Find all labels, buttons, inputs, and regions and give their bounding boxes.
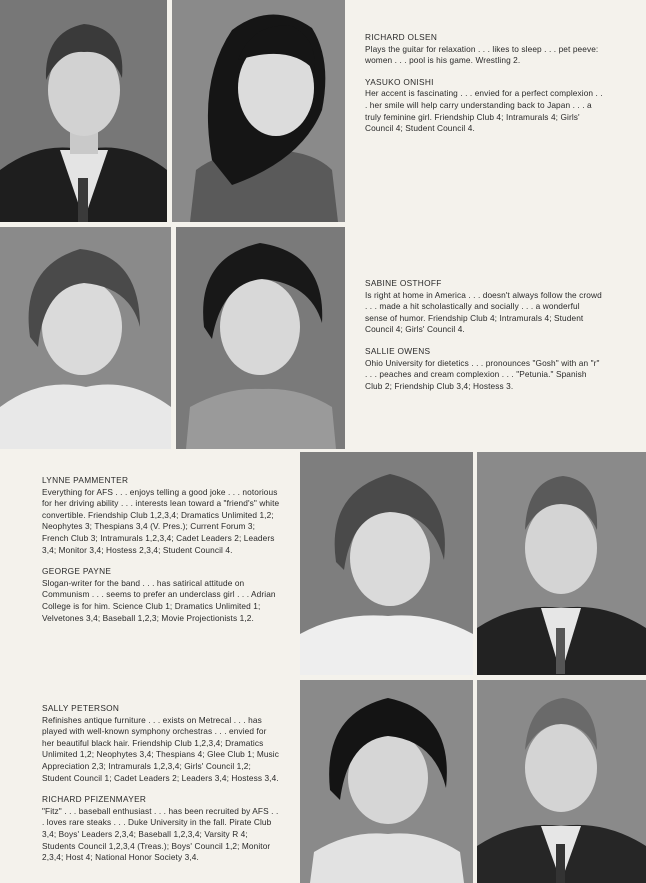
entry-blurb: Her accent is fascinating . . . envied for a perfect complexion . . . her smile will help carry understanding back to Japan . . . a truly feminine girl. bbox=[365, 88, 603, 122]
portrait-sabine-osthoff bbox=[0, 227, 171, 449]
entry-activities: Spanish Club 2; Friendship Club 3,4; Hostess 3. bbox=[365, 369, 587, 391]
entry-name: GEORGE PAYNE bbox=[42, 566, 112, 577]
entry-activities: Science Club 1; Dramatics Unlimited 1; Velvetones 3,4; Baseball 1,2,3; Movie Projectionists 1,2. bbox=[42, 600, 261, 623]
entry-activities: Friendship Club 4; Intramurals 4; Girls' Council 4; Student Council 4. bbox=[365, 111, 580, 134]
portrait-yasuko-onishi bbox=[172, 0, 345, 222]
entry-lynne-pammenter bbox=[42, 475, 280, 556]
entry-activities: Friendship Club 1,2,3,4; Dramatics Unlimited 1,2; Neophytes 3,4; Thespians 4; Glee Club 1; Music Appreciation 2,3; Intramurals 1,2,3,4; Girls' Council 1,2; Student Council 1; Cadet Leaders 2; Leaders 3,4; Hostess 3,4. bbox=[42, 737, 279, 783]
entry-name: LYNNE PAMMENTER bbox=[42, 475, 129, 485]
bio-block-middle-right bbox=[365, 278, 603, 402]
entry-activities: Wrestling 2. bbox=[475, 55, 521, 66]
entry-sallie-owens bbox=[365, 346, 603, 392]
portrait-richard-pfizenmayer bbox=[477, 680, 646, 883]
entry-name: SALLY PETERSON bbox=[42, 703, 120, 713]
bio-block-top-right bbox=[365, 32, 603, 145]
entry-name: SALLIE OWENS bbox=[365, 345, 431, 356]
entry-name: SABINE OSTHOFF bbox=[365, 278, 442, 288]
entry-sally-peterson bbox=[42, 703, 280, 784]
entry-activities: Friendship Club 1,2,3,4; Dramatics Unlimited 1,2; Neophytes 3; Thespians 3,4 (V. Pres.); Current Forum 3; French Club 3; Intramurals 1,2,3,4; Cadet Leaders 2; Leaders 3,4; Monitor 3,4; Hostess 2,3,4; Student Council 4. bbox=[42, 509, 275, 555]
entry-blurb: Plays the guitar for relaxation . . . likes to sleep . . . pet peeve: women . . . pool is his game. bbox=[365, 43, 599, 66]
entry-activities: Friendship Club 4; Intramurals 4; Student Council 4; Girls' Council 4. bbox=[365, 312, 584, 335]
entry-richard-pfizenmayer bbox=[42, 794, 280, 864]
portrait-george-payne bbox=[477, 452, 646, 675]
entry-richard-olsen bbox=[365, 32, 603, 67]
entry-activities: Pirate Club 3,4; Boys' Leaders 2,3,4; Baseball 1,2,3,4; Varsity R 4; Students Council 1,2,3,4 (Treas.); Boys' Council 1,2; Monitor 2,3,4; Host 4; National Honor Society 3,4. bbox=[42, 817, 272, 863]
portrait-sallie-owens bbox=[176, 227, 345, 449]
entry-name: RICHARD OLSEN bbox=[365, 32, 438, 42]
portrait-lynne-pammenter bbox=[300, 452, 473, 675]
entry-sabine-osthoff bbox=[365, 278, 603, 336]
entry-blurb: Refinishes antique furniture . . . exists on Metrecal . . . has played with well-known symphony orchestras . . . envied for her beautiful black hair. bbox=[42, 714, 267, 748]
entry-name: YASUKO ONISHI bbox=[365, 76, 434, 87]
entry-blurb: Ohio University for dietetics . . . pronounces "Gosh" with an "r" . . . peaches and cream complexion . . . "Petunia." bbox=[365, 357, 600, 380]
entry-blurb: Is right at home in America . . . doesn't always follow the crowd . . . made a hit scholastically and socially . . . a wonderful sense of humor. bbox=[365, 289, 602, 323]
bio-block-middle-left bbox=[42, 475, 280, 634]
entry-george-payne bbox=[42, 566, 280, 624]
portrait-richard-olsen bbox=[0, 0, 167, 222]
entry-yasuko-onishi bbox=[365, 77, 603, 135]
entry-blurb: "Fitz" . . . baseball enthusiast . . . has been recruited by AFS . . . loves rare steaks . . . Duke University in the fall. bbox=[42, 805, 279, 828]
entry-blurb: Everything for AFS . . . enjoys telling a good joke . . . notorious for her driving ability . . . interests lean toward a "friend's" white convertible. bbox=[42, 486, 280, 520]
entry-blurb: Slogan-writer for the band . . . has satirical attitude on Communism . . . seems to prefer an underclass girl . . . Adrian College is for him. bbox=[42, 577, 276, 611]
entry-name: RICHARD PFIZENMAYER bbox=[42, 794, 147, 805]
portrait-sally-peterson bbox=[300, 680, 473, 883]
bio-block-bottom-left bbox=[42, 703, 280, 874]
